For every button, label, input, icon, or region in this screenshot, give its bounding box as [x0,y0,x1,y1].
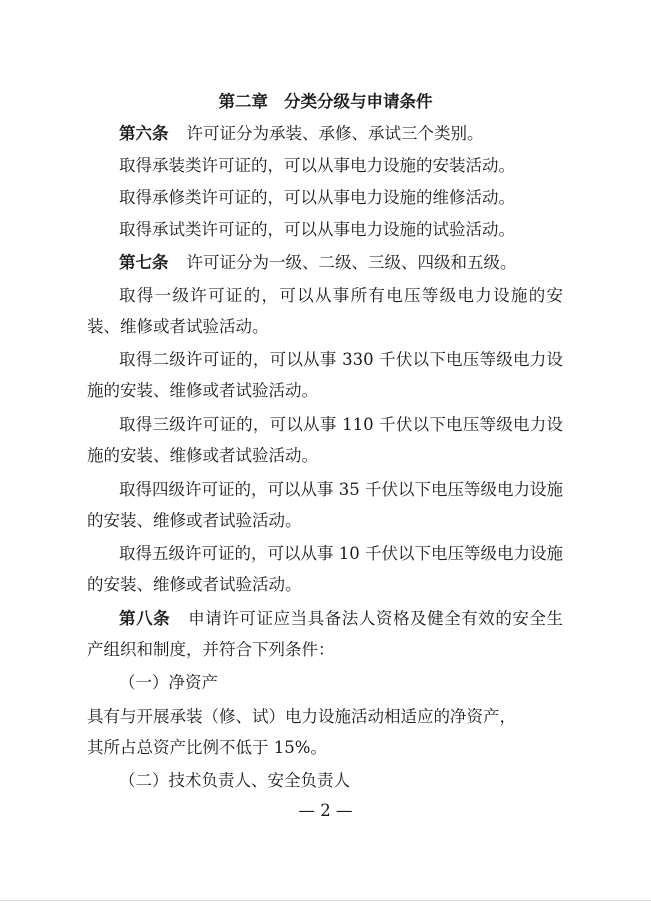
article-label: 第六条 [119,124,169,143]
paragraph-line: 取得四级许可证的，可以从事 35 千伏以下电压等级电力设施 [119,480,563,499]
paragraph-line: 装、维修或者试验活动。 [87,317,269,336]
paragraph-line: 取得一级许可证的，可以从事所有电压等级电力设施的安 [119,286,563,305]
list-item: （二）技术负责人、安全负责人 [119,771,350,790]
article-text: 许可证分为承装、承修、承试三个类别。 [186,124,484,143]
paragraph: 取得承装类许可证的，可以从事电力设施的安装活动。 [119,156,515,175]
article-7-heading [119,252,563,274]
paragraph-line: 施的安装、维修或者试验活动。 [87,381,318,400]
list-item: （一）净资产 [119,673,218,692]
article-label: 第七条 [119,253,169,272]
article-text: 许可证分为一级、二级、三级、四级和五级。 [186,253,517,272]
paragraph-line: 其所占总资产比例不低于 15%。 [87,738,327,757]
page-bottom-divider [0,900,651,901]
paragraph-line: 具有与开展承装（修、试）电力设施活动相适应的净资产， [87,707,516,726]
paragraph-line: 取得二级许可证的，可以从事 330 千伏以下电压等级电力设 [119,350,563,369]
chapter-title: 分类分级与申请条件 [284,92,433,111]
chapter-heading [0,91,651,113]
paragraph-line: 施的安装、维修或者试验活动。 [87,446,318,465]
article-8-heading [119,608,563,630]
article-6-heading [119,123,563,145]
paragraph: 取得承试类许可证的，可以从事电力设施的试验活动。 [119,220,515,239]
article-label: 第八条 [119,609,171,628]
paragraph-line: 取得三级许可证的，可以从事 110 千伏以下电压等级电力设 [119,415,563,434]
paragraph-line: 产组织和制度，并符合下列条件： [87,640,335,659]
paragraph-line: 的安装、维修或者试验活动。 [87,575,302,594]
paragraph-line: 取得五级许可证的，可以从事 10 千伏以下电压等级电力设施 [119,544,563,563]
paragraph: 取得承修类许可证的，可以从事电力设施的维修活动。 [119,188,515,207]
page-number: — 2 — [298,801,353,820]
article-text: 申请许可证应当具备法人资格及健全有效的安全生 [188,609,563,628]
chapter-number: 第二章 [218,92,268,111]
paragraph-line: 的安装、维修或者试验活动。 [87,511,302,530]
